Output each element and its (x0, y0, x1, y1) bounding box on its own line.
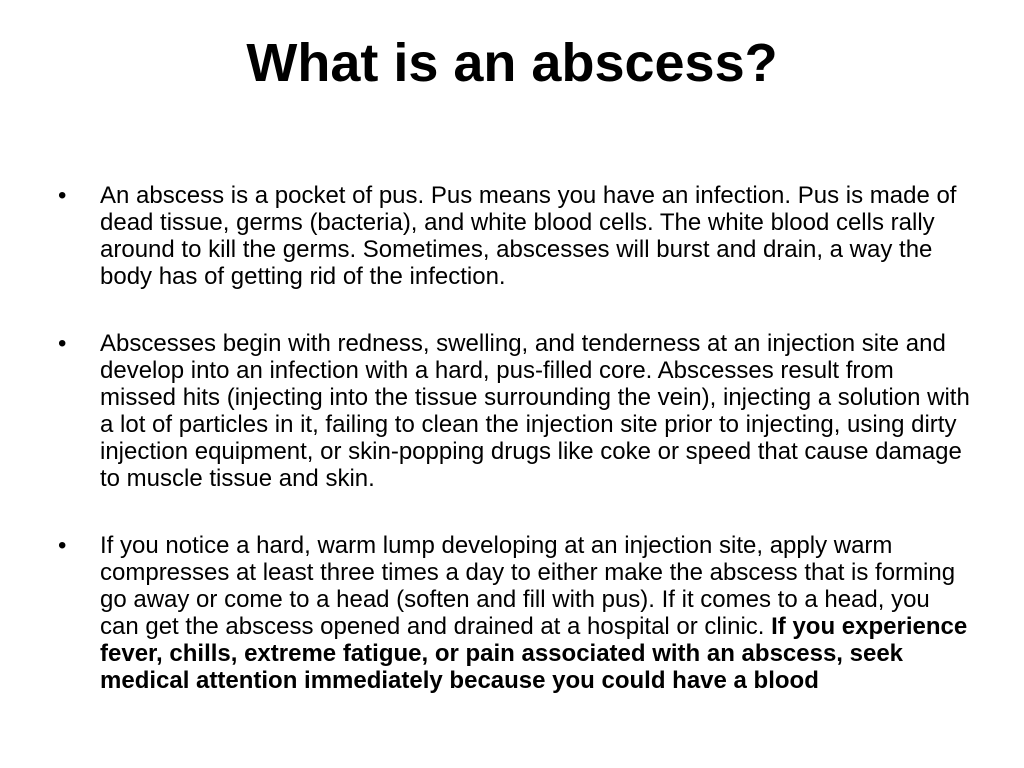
bullet-text: If you notice a hard, warm lump developing at an injection site, apply warm compresses at least three times a day to either make the abscess that is forming go away or come to a head (soften and fill with pus). If it comes to a head, you can get the abscess opened and drained at a hospital or clinic. (100, 532, 956, 640)
bullet-icon: • (58, 330, 67, 357)
slide-title: What is an abscess? (246, 33, 778, 93)
bullet-list (58, 182, 970, 734)
bullet-item-abscess-definition (58, 182, 970, 290)
bullet-text: Abscesses begin with redness, swelling, and tenderness at an injection site and develop into an infection with a hard, pus-filled core. Abscesses result from missed hits (injecting into the tissue surrounding the vein), injecting a solution with a lot of particles in it, failing to clean the injection site prior to injecting, using dirty injection equipment, or skin-popping drugs like coke or speed that cause damage to muscle tissue and skin. (100, 330, 970, 492)
bullet-item-abscess-care (58, 532, 970, 694)
bullet-item-abscess-causes (58, 330, 970, 492)
bullet-text: An abscess is a pocket of pus. Pus means you have an infection. Pus is made of dead tissue, germs (bacteria), and white blood cells. The white blood cells rally around to kill the germs. Sometimes, abscesses will burst and drain, a way the body has of getting rid of the infection. (100, 182, 957, 290)
bullet-emphasis-text: If you experience fever, chills, extreme fatigue, or pain associated with an abscess, seek medical attention immediately because you could have a blood (100, 613, 968, 694)
bullet-icon: • (58, 182, 67, 209)
bullet-icon: • (58, 532, 67, 559)
